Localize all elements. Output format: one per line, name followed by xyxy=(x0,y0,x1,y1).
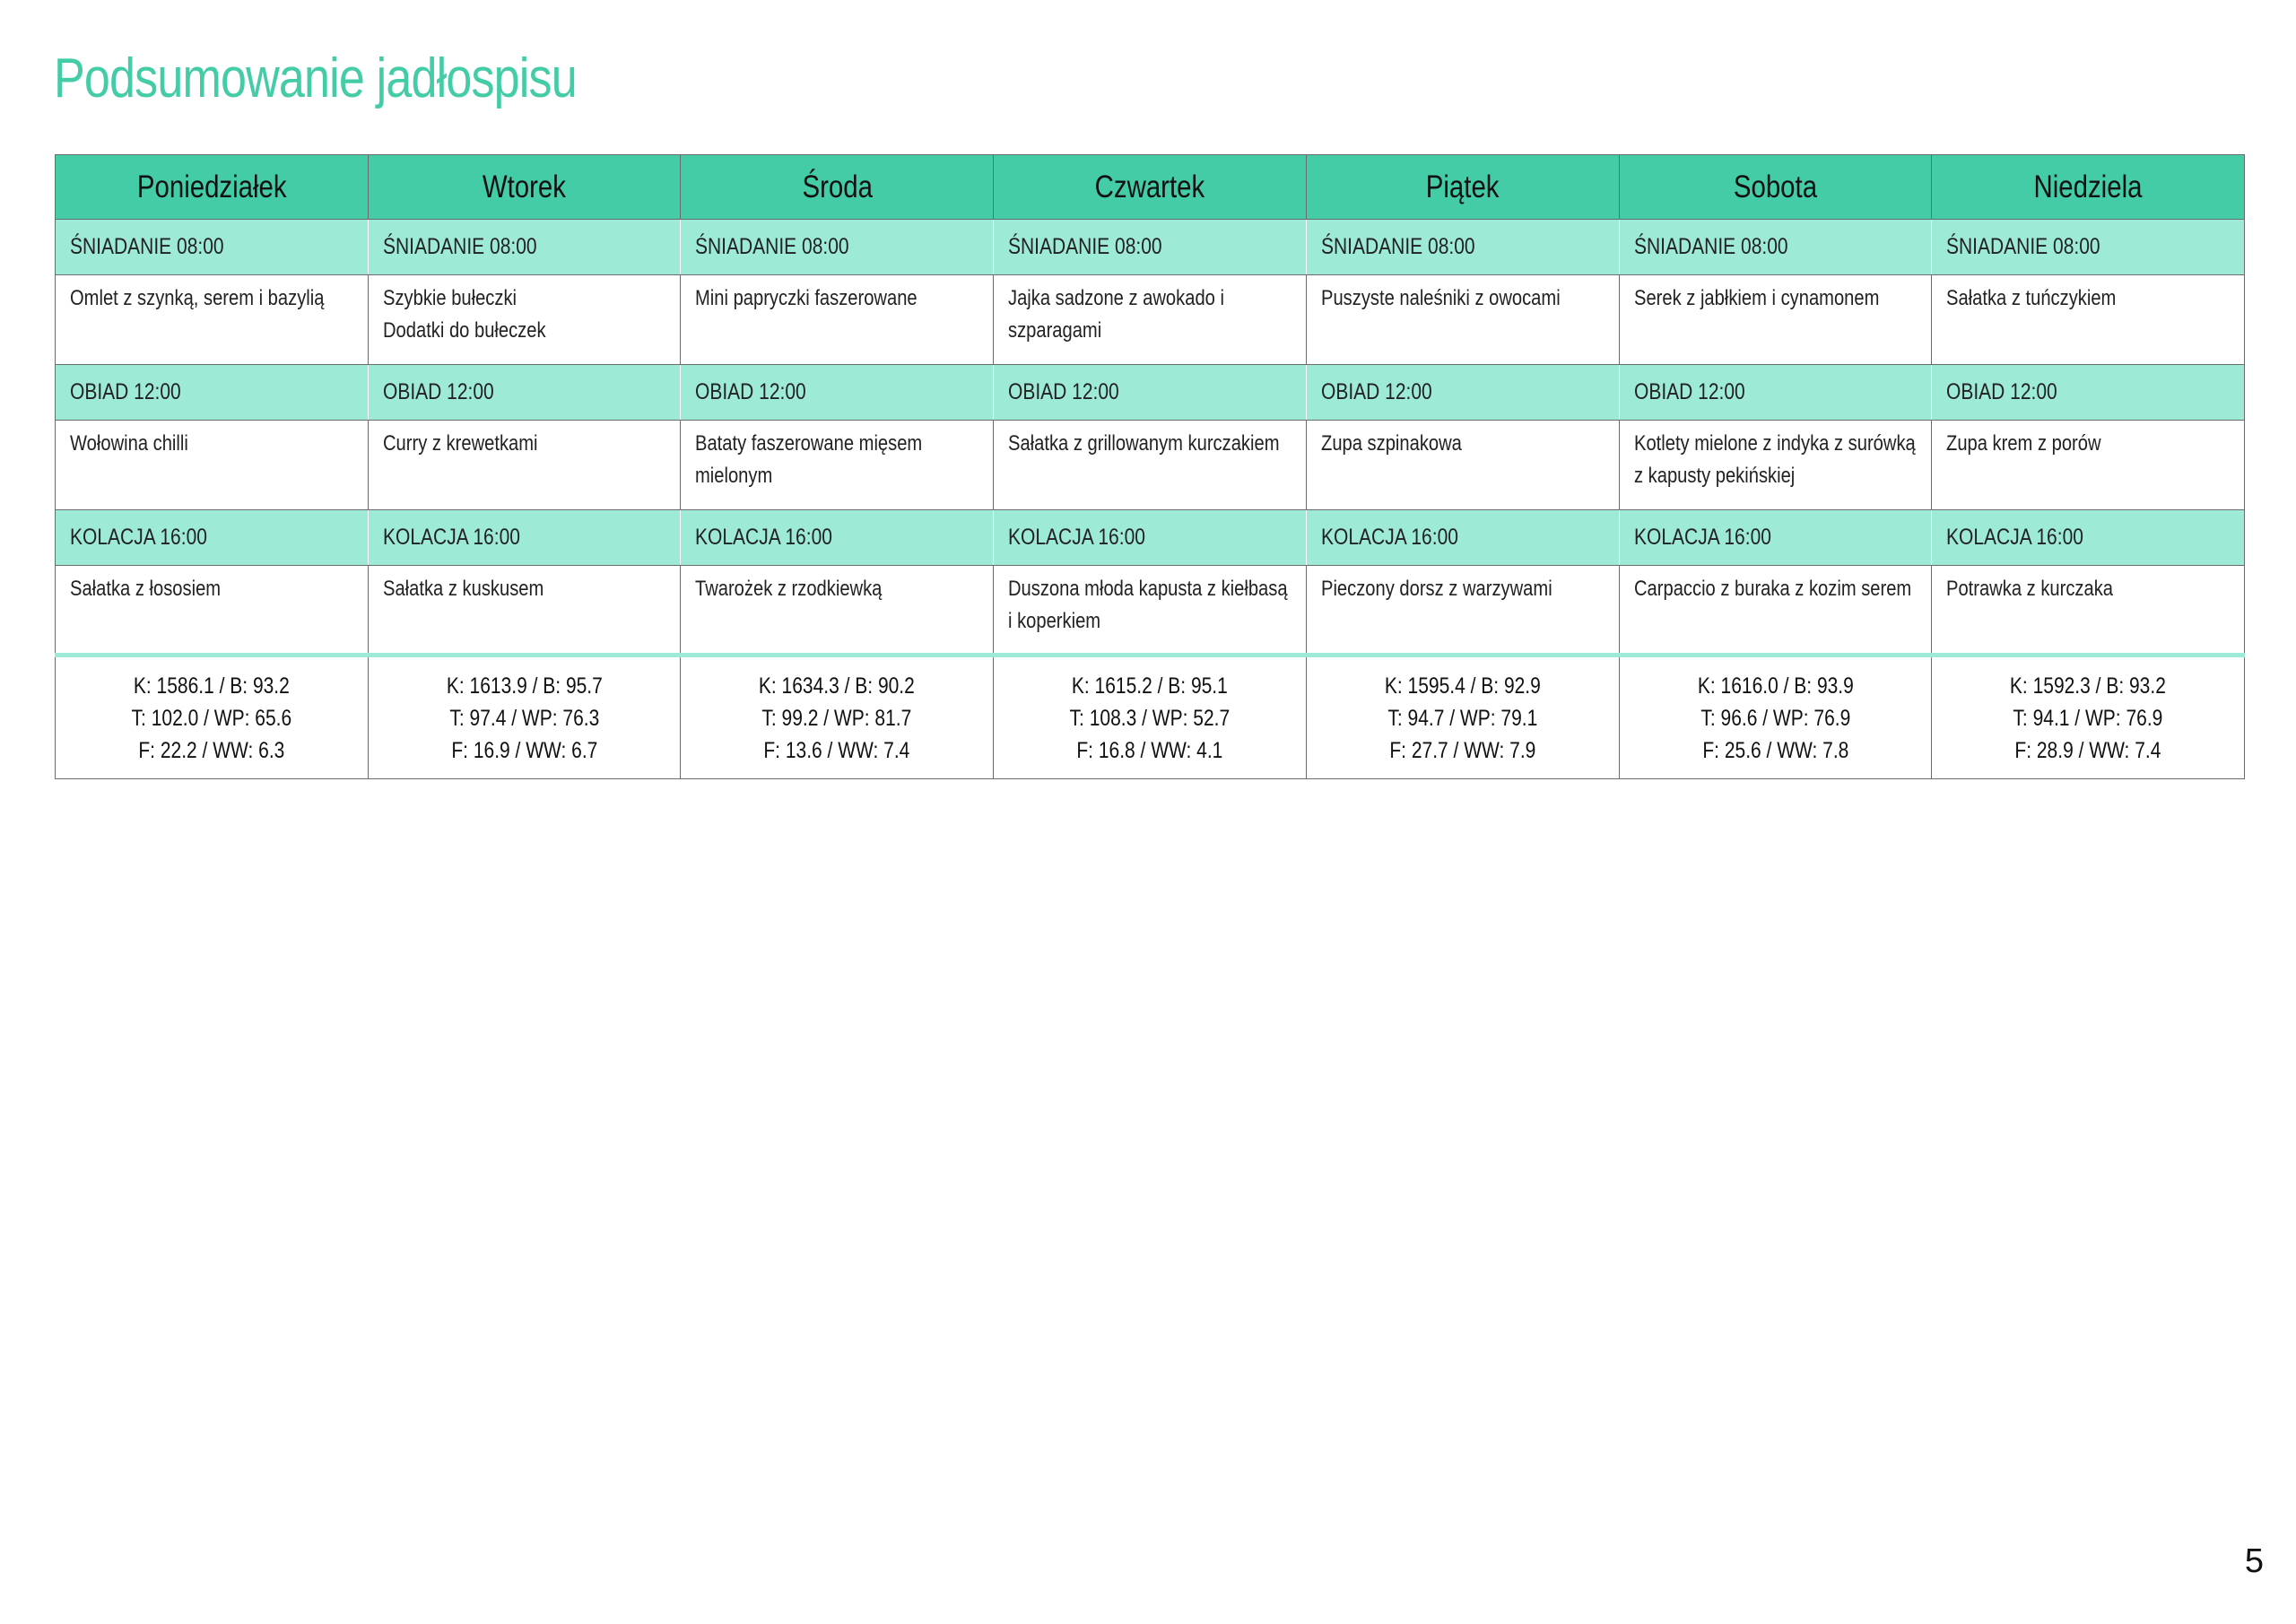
dish-name: Curry z krewetkami xyxy=(382,431,538,456)
nutrition-line: T: 99.2 / WP: 81.7 xyxy=(761,705,912,731)
dish-row xyxy=(56,275,2245,365)
meal-time-cell xyxy=(1932,220,2245,275)
meal-time-cell xyxy=(1619,365,1932,421)
dish-cell xyxy=(1306,566,1619,656)
day-label: Czwartek xyxy=(1094,169,1205,204)
dish-row xyxy=(56,566,2245,656)
meal-time-cell xyxy=(1619,220,1932,275)
meal-time-label: KOLACJA 16:00 xyxy=(382,525,520,550)
day-label: Niedziela xyxy=(2033,169,2143,204)
nutrition-line: T: 97.4 / WP: 76.3 xyxy=(449,705,600,731)
nutrition-line: T: 94.7 / WP: 79.1 xyxy=(1387,705,1538,731)
meal-time-label: KOLACJA 16:00 xyxy=(1008,525,1146,550)
dish-name: Duszona młoda kapusta z kiełbasą i koperkiem xyxy=(1008,577,1288,633)
page-number: 5 xyxy=(2244,1542,2264,1580)
nutrition-summary-cell xyxy=(56,656,369,779)
day-header xyxy=(681,155,994,220)
meal-time-cell xyxy=(681,220,994,275)
dish-cell xyxy=(1619,421,1932,510)
dish-cell xyxy=(681,275,994,365)
nutrition-line: F: 22.2 / WW: 6.3 xyxy=(138,737,285,763)
dish-cell xyxy=(1619,275,1932,365)
meal-time-label: KOLACJA 16:00 xyxy=(1946,525,2084,550)
meal-time-row xyxy=(56,365,2245,421)
dish-cell xyxy=(56,566,369,656)
meal-time-cell xyxy=(994,220,1307,275)
nutrition-summary-cell xyxy=(1306,656,1619,779)
nutrition-line: T: 108.3 / WP: 52.7 xyxy=(1069,705,1231,731)
meal-time-label: ŚNIADANIE 08:00 xyxy=(1008,234,1162,259)
meal-time-cell xyxy=(1932,365,2245,421)
meal-time-label: KOLACJA 16:00 xyxy=(695,525,833,550)
day-header xyxy=(1619,155,1932,220)
dish-cell xyxy=(681,566,994,656)
day-header-row xyxy=(56,155,2245,220)
meal-time-cell xyxy=(681,365,994,421)
nutrition-line: F: 13.6 / WW: 7.4 xyxy=(763,737,910,763)
meal-time-cell xyxy=(368,220,681,275)
nutrition-summary-row xyxy=(56,656,2245,779)
meal-time-cell xyxy=(994,365,1307,421)
dish-name: Bataty faszerowane mięsem mielonym xyxy=(695,431,923,488)
nutrition-line: K: 1634.3 / B: 90.2 xyxy=(759,673,916,699)
nutrition-line: K: 1592.3 / B: 93.2 xyxy=(2010,673,2167,699)
meal-time-label: KOLACJA 16:00 xyxy=(70,525,207,550)
meal-time-cell xyxy=(681,510,994,566)
dish-cell xyxy=(368,566,681,656)
meal-time-row xyxy=(56,220,2245,275)
meal-time-label: ŚNIADANIE 08:00 xyxy=(1320,234,1475,259)
meal-time-label: ŚNIADANIE 08:00 xyxy=(1633,234,1788,259)
dish-cell xyxy=(56,421,369,510)
dish-name: Puszyste naleśniki z owocami xyxy=(1320,286,1561,310)
day-label: Poniedziałek xyxy=(136,169,287,204)
nutrition-line: T: 102.0 / WP: 65.6 xyxy=(131,705,292,731)
dish-cell xyxy=(994,566,1307,656)
dish-cell xyxy=(368,421,681,510)
dish-name: Potrawka z kurczaka xyxy=(1946,577,2114,601)
nutrition-summary-cell xyxy=(681,656,994,779)
dish-cell xyxy=(681,421,994,510)
dish-name: Mini papryczki faszerowane xyxy=(695,286,918,310)
meal-time-cell xyxy=(1932,510,2245,566)
meal-time-cell xyxy=(1619,510,1932,566)
dish-name: Zupa krem z porów xyxy=(1946,431,2101,456)
nutrition-line: F: 28.9 / WW: 7.4 xyxy=(2014,737,2161,763)
dish-name: Wołowina chilli xyxy=(70,431,188,456)
dish-name: Carpaccio z buraka z kozim serem xyxy=(1633,577,1911,601)
page-title: Podsumowanie jadłospisu xyxy=(54,48,577,109)
meal-time-label: ŚNIADANIE 08:00 xyxy=(695,234,849,259)
nutrition-line: F: 25.6 / WW: 7.8 xyxy=(1701,737,1848,763)
meal-time-cell xyxy=(56,220,369,275)
meal-time-cell xyxy=(1306,510,1619,566)
day-header xyxy=(56,155,369,220)
nutrition-summary-cell xyxy=(368,656,681,779)
dish-cell xyxy=(994,421,1307,510)
meal-time-label: OBIAD 12:00 xyxy=(70,379,181,404)
nutrition-line: K: 1613.9 / B: 95.7 xyxy=(446,673,603,699)
dish-name: Szybkie bułeczki xyxy=(382,286,517,310)
meal-time-label: OBIAD 12:00 xyxy=(1633,379,1745,404)
meal-time-label: OBIAD 12:00 xyxy=(1008,379,1119,404)
dish-name: Omlet z szynką, serem i bazylią xyxy=(70,286,325,310)
nutrition-line: K: 1616.0 / B: 93.9 xyxy=(1697,673,1854,699)
meal-time-cell xyxy=(368,510,681,566)
dish-row xyxy=(56,421,2245,510)
dish-name: Kotlety mielone z indyka z surówką z kapusty pekińskiej xyxy=(1633,431,1916,488)
dish-cell xyxy=(1306,421,1619,510)
dish-name: Sałatka z tuńczykiem xyxy=(1946,286,2117,310)
day-label: Wtorek xyxy=(482,169,567,204)
meal-time-label: KOLACJA 16:00 xyxy=(1320,525,1458,550)
meal-time-cell xyxy=(1306,220,1619,275)
meal-time-cell xyxy=(56,365,369,421)
meal-time-label: ŚNIADANIE 08:00 xyxy=(1946,234,2100,259)
meal-time-cell xyxy=(1306,365,1619,421)
meal-time-label: OBIAD 12:00 xyxy=(1320,379,1432,404)
day-label: Piątek xyxy=(1425,169,1500,204)
dish-cell xyxy=(1619,566,1932,656)
meal-time-cell xyxy=(994,510,1307,566)
day-header xyxy=(994,155,1307,220)
nutrition-summary-cell xyxy=(1932,656,2245,779)
dish-name: Dodatki do bułeczek xyxy=(382,318,546,343)
meal-time-row xyxy=(56,510,2245,566)
day-header xyxy=(1932,155,2245,220)
nutrition-line: T: 96.6 / WP: 76.9 xyxy=(1700,705,1850,731)
meal-time-cell xyxy=(368,365,681,421)
nutrition-line: F: 16.8 / WW: 4.1 xyxy=(1076,737,1223,763)
dish-cell xyxy=(368,275,681,365)
nutrition-line: K: 1595.4 / B: 92.9 xyxy=(1384,673,1541,699)
menu-summary-table xyxy=(55,154,2245,779)
dish-name: Jajka sadzone z awokado i szparagami xyxy=(1008,286,1225,343)
meal-time-label: KOLACJA 16:00 xyxy=(1633,525,1771,550)
dish-name: Sałatka z łososiem xyxy=(70,577,222,601)
meal-time-label: OBIAD 12:00 xyxy=(1946,379,2057,404)
dish-name: Sałatka z grillowanym kurczakiem xyxy=(1008,431,1280,456)
nutrition-line: F: 16.9 / WW: 6.7 xyxy=(451,737,598,763)
nutrition-line: K: 1586.1 / B: 93.2 xyxy=(133,673,290,699)
dish-cell xyxy=(1932,421,2245,510)
day-header xyxy=(368,155,681,220)
dish-cell xyxy=(994,275,1307,365)
meal-time-label: ŚNIADANIE 08:00 xyxy=(70,234,224,259)
nutrition-summary-cell xyxy=(994,656,1307,779)
meal-time-label: ŚNIADANIE 08:00 xyxy=(382,234,537,259)
meal-time-label: OBIAD 12:00 xyxy=(695,379,807,404)
nutrition-summary-cell xyxy=(1619,656,1932,779)
nutrition-line: T: 94.1 / WP: 76.9 xyxy=(2013,705,2163,731)
dish-name: Sałatka z kuskusem xyxy=(382,577,544,601)
day-header xyxy=(1306,155,1619,220)
day-label: Środa xyxy=(802,169,873,204)
dish-cell xyxy=(1306,275,1619,365)
day-label: Sobota xyxy=(1733,169,1817,204)
meal-time-cell xyxy=(56,510,369,566)
menu-body xyxy=(56,220,2245,779)
dish-cell xyxy=(1932,566,2245,656)
nutrition-line: K: 1615.2 / B: 95.1 xyxy=(1071,673,1228,699)
dish-name: Zupa szpinakowa xyxy=(1320,431,1462,456)
dish-name: Serek z jabłkiem i cynamonem xyxy=(1633,286,1879,310)
nutrition-line: F: 27.7 / WW: 7.9 xyxy=(1389,737,1536,763)
dish-cell xyxy=(56,275,369,365)
meal-time-label: OBIAD 12:00 xyxy=(382,379,494,404)
dish-name: Pieczony dorsz z warzywami xyxy=(1320,577,1552,601)
dish-cell xyxy=(1932,275,2245,365)
dish-name: Twarożek z rzodkiewką xyxy=(695,577,883,601)
